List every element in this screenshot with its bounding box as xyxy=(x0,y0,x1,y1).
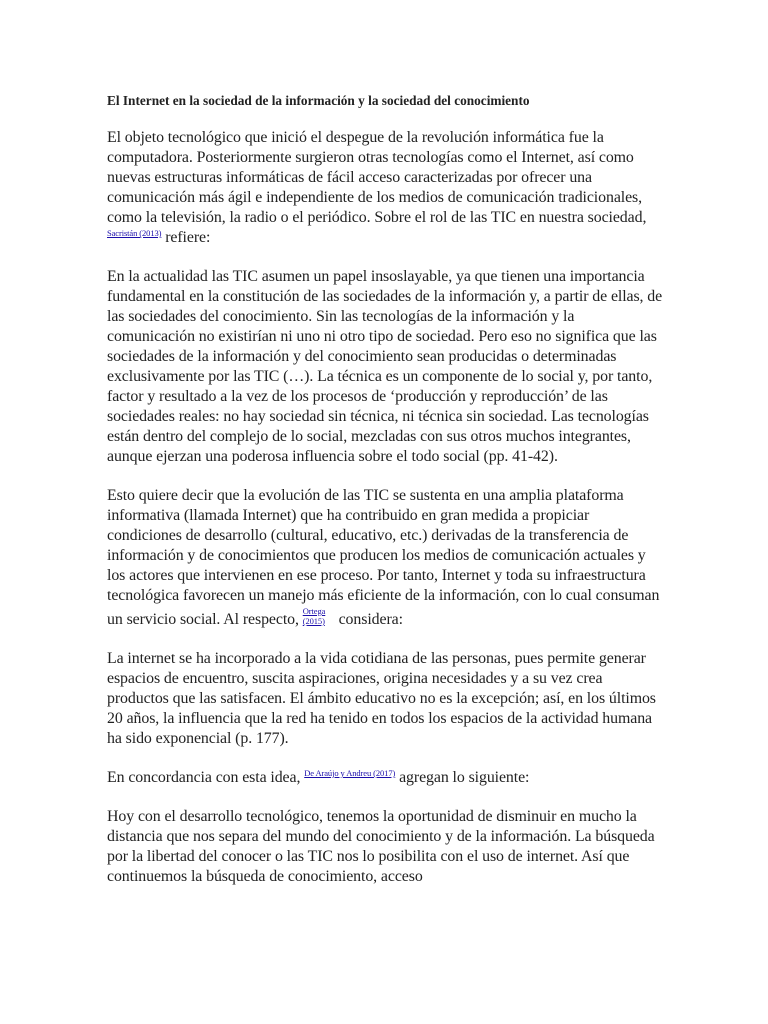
paragraph-1-after: refiere: xyxy=(165,229,211,246)
citation-link-ortega[interactable]: Ortega (2015) xyxy=(302,606,326,626)
paragraph-3-after: considera: xyxy=(338,611,403,628)
paragraph-1-text: El objeto tecnológico que inició el despegue de la revolución informática fue la computadora. Posteriormente surgieron otras tecnologías como el Internet, así como nuevas estructuras informáticas de fácil acceso caracterizadas por ofrecer una comunicación más ágil e independiente de los medios de comunicación tradicionales, como la televisión, la radio o el periódico. Sobre el rol de las TIC en nuestra sociedad, xyxy=(107,129,647,226)
paragraph-5 xyxy=(107,768,663,788)
paragraph-3-text: Esto quiere decir que la evolución de las TIC se sustenta en una amplia plataforma informativa (llamada Internet) que ha contribuido en gran medida a propiciar condiciones de desarrollo (cultural, educativo, etc.) derivadas de la transferencia de información y de conocimientos que producen los medios de comunicación actuales y los actores que intervienen en ese proceso. Por tanto, Internet y toda su infraestructura tecnológica favorecen un manejo más eficiente de la información, con lo cual consuman un servicio social. Al respecto, xyxy=(107,487,660,628)
citation-link-sacristan[interactable]: Sacristán (2013) xyxy=(107,228,162,238)
citation-link-de-araujo[interactable]: De Araújo y Andreu (2017) xyxy=(304,768,396,778)
document-title: El Internet en la sociedad de la información y la sociedad del conocimiento xyxy=(107,93,530,108)
paragraph-4-quote: La internet se ha incorporado a la vida cotidiana de las personas, pues permite generar espacios de encuentro, suscita aspiraciones, origina necesidades y a su vez crea productos que las satisfacen. El ámbito educativo no es la excepción; así, en los últimos 20 años, la influencia que la red ha tenido en todos los espacios de la actividad humana ha sido exponencial (p. 177). xyxy=(107,650,656,747)
paragraph-3 xyxy=(107,486,663,630)
paragraph-1 xyxy=(107,128,663,248)
document-page xyxy=(107,92,663,906)
paragraph-6-quote: Hoy con el desarrollo tecnológico, tenemos la oportunidad de disminuir en mucho la distancia que nos separa del mundo del conocimiento y de la información. La búsqueda por la libertad del conocer o las TIC nos lo posibilita con el uso de internet. Así que continuemos la búsqueda de conocimiento, acceso xyxy=(107,808,655,885)
paragraph-2-quote: En la actualidad las TIC asumen un papel insoslayable, ya que tienen una importancia fundamental en la constitución de las sociedades de la información y, a partir de ellas, de las sociedades del conocimiento. Sin las tecnologías de la información y la comunicación no existirían ni uno ni otro tipo de sociedad. Pero eso no significa que las sociedades de la información y del conocimiento sean producidas o determinadas exclusivamente por las TIC (…). La técnica es un componente de lo social y, por tanto, factor y resultado a la vez de los procesos de ‘producción y reproducción’ de las sociedades reales: no hay sociedad sin técnica, ni técnica sin sociedad. Las tecnologías están dentro del complejo de lo social, mezcladas con sus otros muchos integrantes, aunque ejerzan una poderosa influencia sobre el todo social (pp. 41-42). xyxy=(107,268,663,465)
paragraph-5-text: En concordancia con esta idea, xyxy=(107,769,301,786)
paragraph-5-after: agregan lo siguiente: xyxy=(399,769,530,786)
